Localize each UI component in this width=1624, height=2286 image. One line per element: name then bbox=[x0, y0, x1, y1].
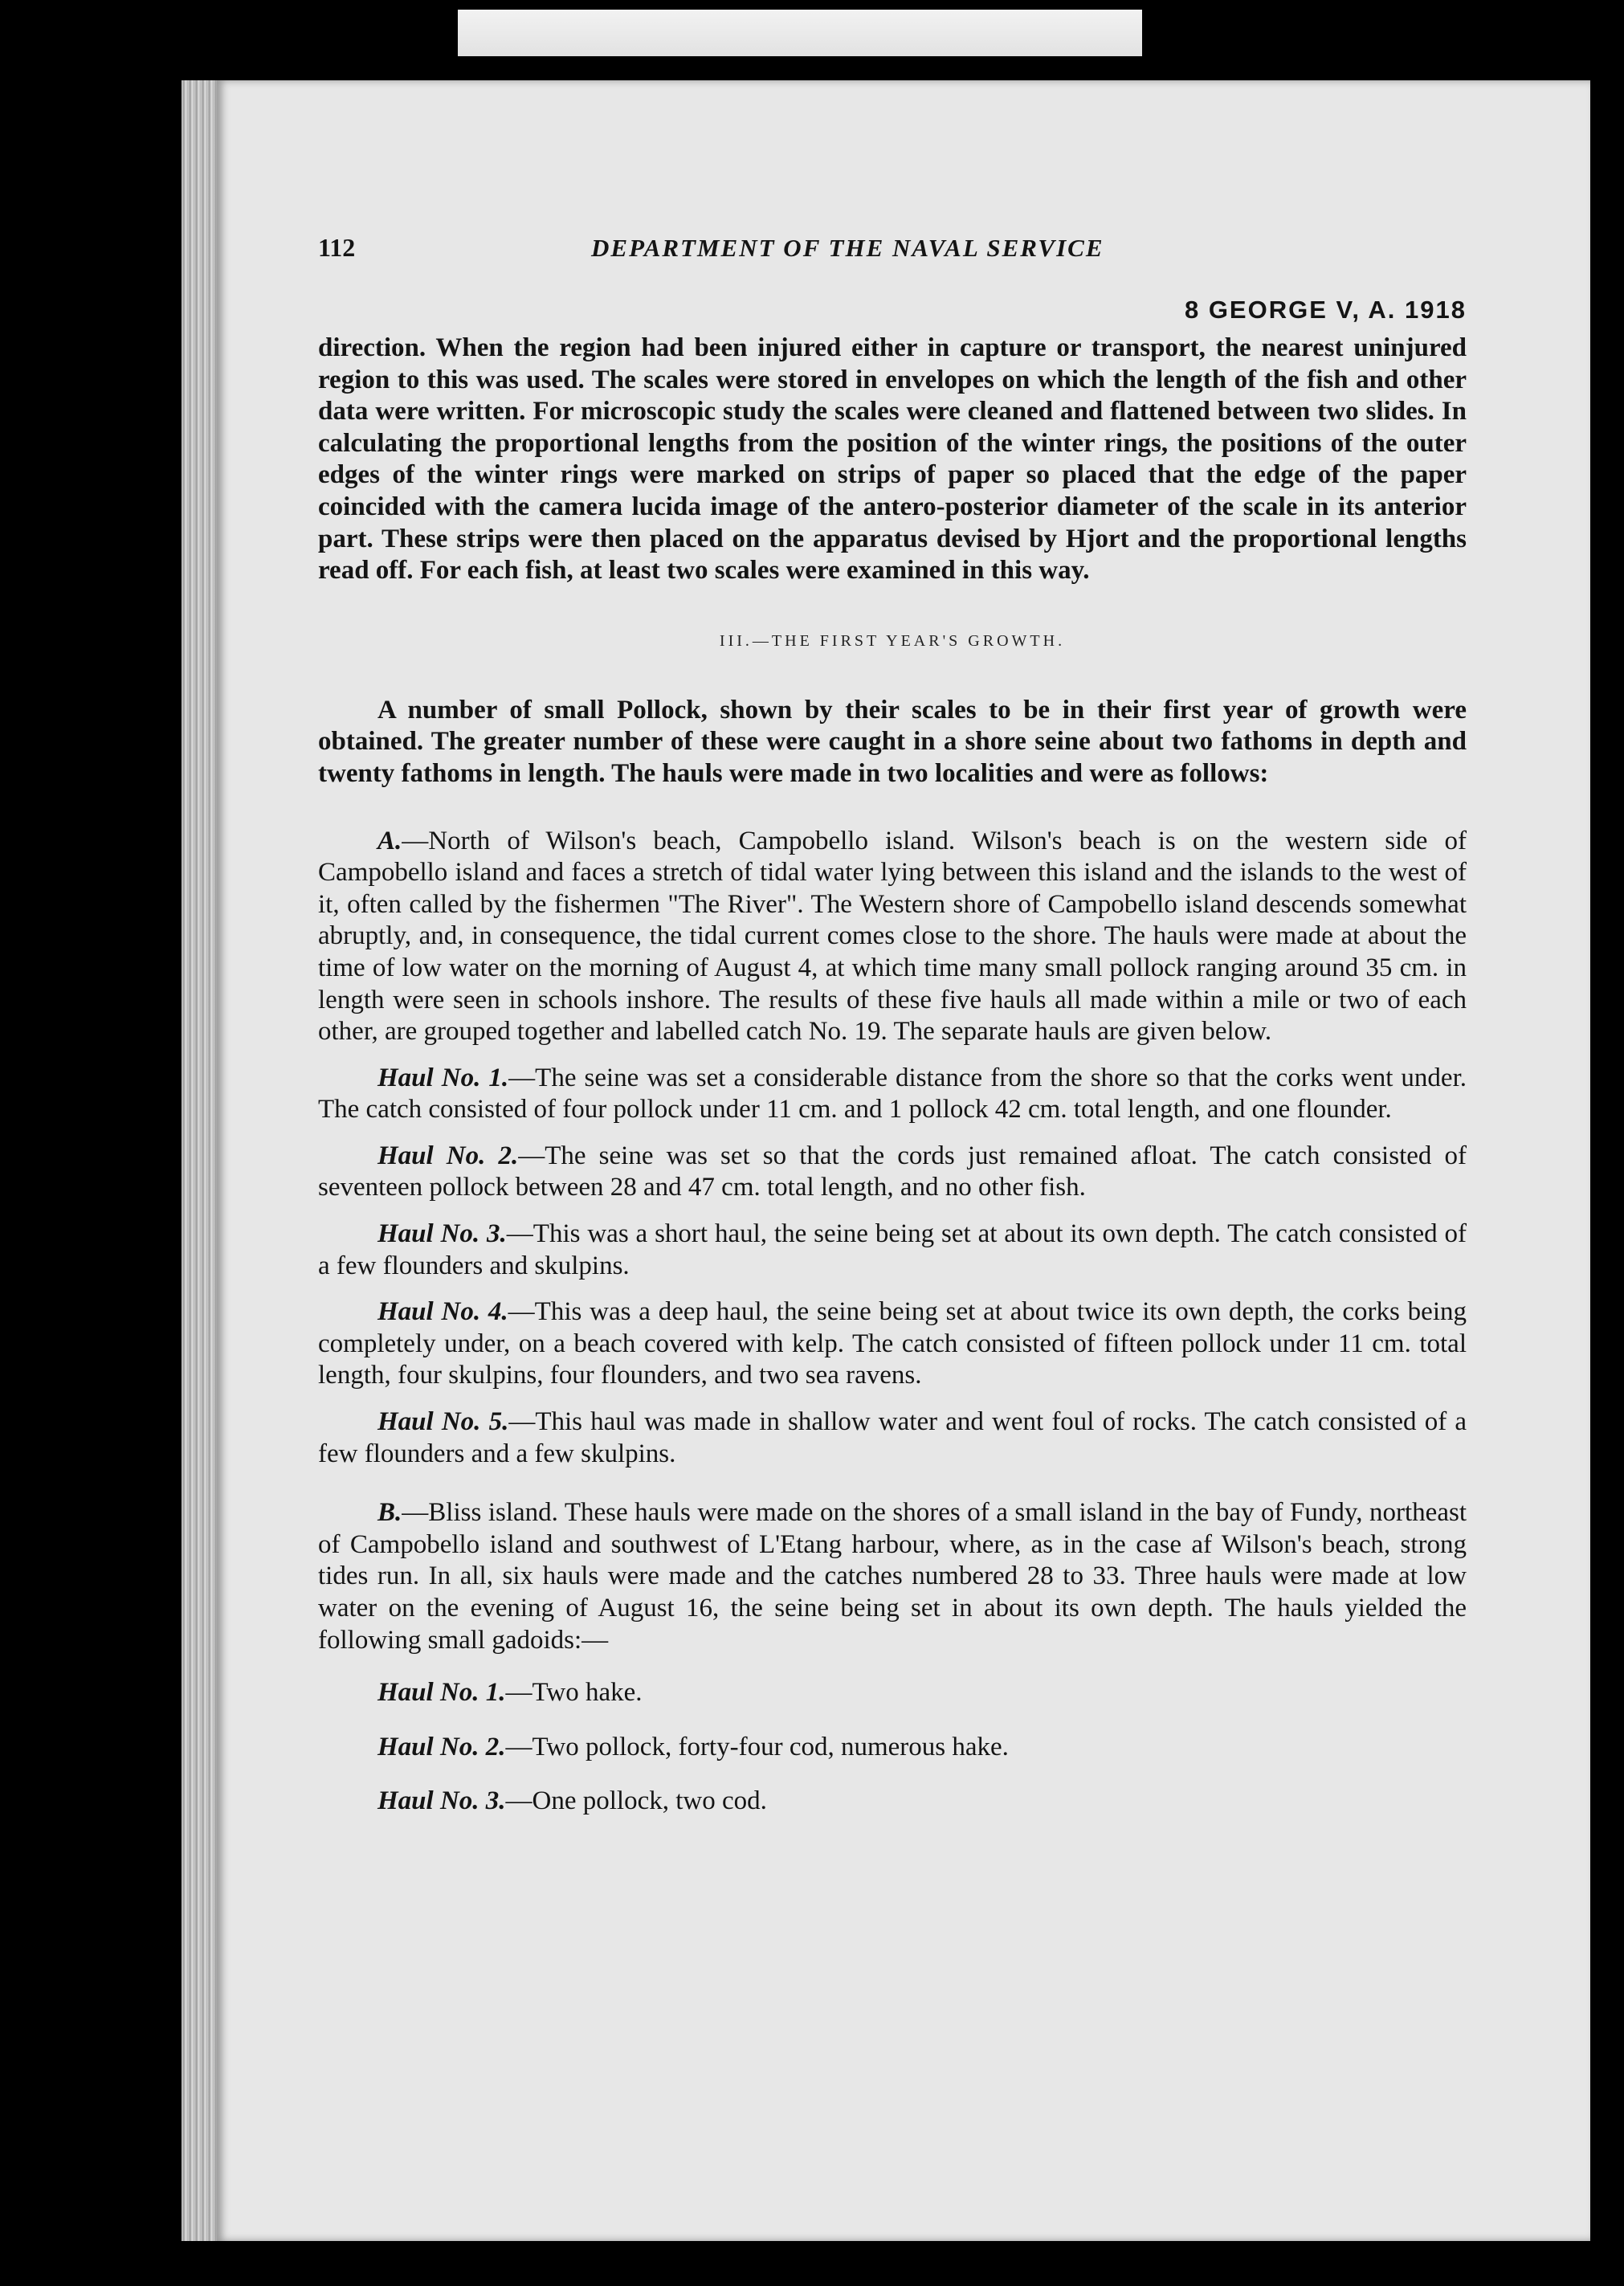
section-heading: III.—THE FIRST YEAR'S GROWTH. bbox=[719, 631, 1066, 650]
haul-label: Haul No. 2. bbox=[377, 1732, 506, 1761]
locality-a-label: A. bbox=[377, 826, 402, 855]
haul-text: —This haul was made in shallow water and went foul of rocks. The catch consisted of a few flounders and a few skulpins. bbox=[318, 1407, 1467, 1468]
running-title: DEPARTMENT OF THE NAVAL SERVICE bbox=[591, 234, 1104, 262]
haul-label: Haul No. 2. bbox=[377, 1141, 519, 1170]
haul-a-4 bbox=[318, 1296, 1467, 1392]
haul-b-1 bbox=[318, 1677, 1467, 1709]
haul-text: —The seine was set a considerable distance from the shore so that the corks went under. The catch consisted of four pollock under 11 cm. and 1 pollock 42 cm. total length, and one flounder. bbox=[318, 1063, 1467, 1125]
opening-paragraph: direction. When the region had been injured either in capture or transport, the nearest uninjured region to this was used. The scales were stored in envelopes on which the length of the fish and other data were written. For microscopic study the scales were cleaned and flattened between two slides. In calculating the proportional lengths from the position of the winter rings, the positions of the outer edges of the winter rings were marked on strips of paper so placed that the edge of the paper coincided with the camera lucida image of the antero-posterior diameter of the scale in its anterior part. These strips were then placed on the apparatus devised by Hjort and the proportional lengths read off. For each fish, at least two scales were examined in this way. bbox=[318, 333, 1467, 586]
haul-text: —This was a short haul, the seine being set at about its own depth. The catch consisted of a few flounders and skulpins. bbox=[318, 1219, 1467, 1280]
page-number: 112 bbox=[318, 233, 356, 262]
haul-a-1 bbox=[318, 1063, 1467, 1126]
locality-b-label: B. bbox=[377, 1498, 402, 1528]
haul-text: —One pollock, two cod. bbox=[505, 1786, 767, 1816]
haul-text: —Two pollock, forty-four cod, numerous hake. bbox=[505, 1732, 1009, 1761]
locality-a-paragraph bbox=[318, 826, 1467, 1048]
running-head bbox=[318, 233, 1467, 276]
locality-a-text: —North of Wilson's beach, Campobello island. Wilson's beach is on the western side of Campobello island and faces a stretch of tidal water lying between this island and the islands to the west of it, often called by the fishermen "The River". The Western shore of Campobello island descends somewhat abruptly, and, in consequence, the tidal current comes close to the shore. The hauls were made at about the time of low water on the morning of August 4, at which time many small pollock ranging around 35 cm. in length were seen in schools inshore. The results of these five hauls all made within a mile or two of each other, are grouped together and labelled catch No. 19. The separate hauls are given below. bbox=[318, 826, 1467, 1047]
haul-label: Haul No. 1. bbox=[377, 1678, 506, 1708]
haul-label: Haul No. 1. bbox=[377, 1063, 509, 1092]
haul-label: Haul No. 3. bbox=[377, 1219, 507, 1249]
session-line: 8 GEORGE V, A. 1918 bbox=[1184, 296, 1467, 324]
haul-label: Haul No. 3. bbox=[377, 1786, 506, 1816]
page-stack-edge bbox=[182, 80, 220, 2241]
intro-paragraph: A number of small Pollock, shown by their scales to be in their first year of growth were obtained. The greater number of these were caught in a shore seine about two fathoms in depth and twenty fathoms in length. The hauls were made in two localities and were as follows: bbox=[318, 695, 1467, 788]
haul-b-2 bbox=[318, 1732, 1467, 1764]
haul-label: Haul No. 4. bbox=[377, 1297, 508, 1327]
haul-label: Haul No. 5. bbox=[377, 1407, 509, 1437]
haul-a-5 bbox=[318, 1406, 1467, 1470]
haul-b-3 bbox=[318, 1786, 1467, 1818]
haul-text: —Two hake. bbox=[505, 1678, 643, 1708]
haul-a-3 bbox=[318, 1219, 1467, 1282]
film-strip-edge bbox=[458, 10, 1142, 56]
haul-text: —This was a deep haul, the seine being set at about twice its own depth, the corks being completely under, on a beach covered with kelp. The catch consisted of fifteen pollock under 11 cm. total length, four skulpins, four flounders, and two sea ravens. bbox=[318, 1297, 1467, 1390]
haul-a-2 bbox=[318, 1141, 1467, 1204]
locality-b-text: —Bliss island. These hauls were made on the shores of a small island in the bay of Fundy, northeast of Campobello island and southwest of L'Etang harbour, where, as in the case af Wilson's beach, strong tides run. In all, six hauls were made and the catches numbered 28 to 33. Three hauls were made at low water on the evening of August 16, the seine being set in about its own depth. The hauls yielded the following small gadoids:— bbox=[318, 1498, 1467, 1655]
locality-b-paragraph bbox=[318, 1497, 1467, 1656]
haul-text: —The seine was set so that the cords just remained afloat. The catch consisted of seventeen pollock between 28 and 47 cm. total length, and no other fish. bbox=[318, 1141, 1467, 1202]
page-content bbox=[318, 233, 1467, 1818]
